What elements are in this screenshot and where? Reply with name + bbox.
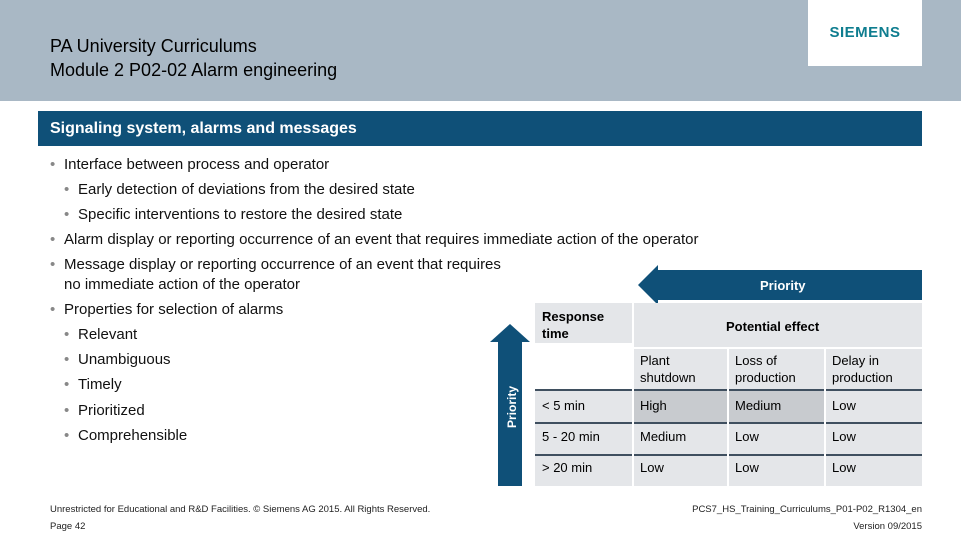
version-label: Version 09/2015 — [853, 521, 922, 532]
row-time-cell: 5 - 20 min — [542, 429, 600, 444]
potential-effect-header: Potential effect — [726, 319, 820, 334]
table-cell: Medium — [735, 398, 782, 413]
priority-arrow-label: Priority — [760, 278, 806, 293]
table-cell: Low — [640, 460, 664, 475]
sub-bullet-item: • Unambiguous — [64, 351, 171, 368]
section-bar — [38, 111, 922, 146]
table-cell: Low — [735, 429, 759, 444]
bullet-dot-icon: • — [50, 301, 56, 318]
table-cell: Low — [735, 460, 759, 475]
column-header-plant-shutdown: Plant shutdown — [640, 353, 696, 385]
bullet-dot-icon: • — [64, 402, 70, 419]
bullet-dot-icon: • — [64, 376, 70, 393]
header-band — [0, 0, 961, 101]
bullet-dot-icon: • — [50, 256, 56, 273]
table-cell: Medium — [640, 429, 687, 444]
vertical-priority-label: Priority — [505, 386, 519, 429]
table-cell: Low — [832, 429, 856, 444]
response-time-header: Response time — [542, 309, 605, 341]
bullet-dot-icon: • — [64, 326, 70, 343]
bullet-dot-icon: • — [50, 231, 56, 248]
bullet-dot-icon: • — [64, 427, 70, 444]
copyright-notice: Unrestricted for Educational and R&D Facilities. © Siemens AG 2015. All Rights Reserved. — [50, 504, 431, 515]
bullet-item: • Interface between process and operator — [50, 156, 330, 173]
column-separator — [632, 349, 634, 486]
sub-bullet-item: • Comprehensible — [64, 427, 188, 444]
logo-text: SIEMENS — [829, 24, 901, 41]
title-line-2: Module 2 P02-02 Alarm engineering — [50, 60, 338, 80]
row-time-cell: < 5 min — [542, 398, 585, 413]
bullet-dot-icon: • — [64, 206, 70, 223]
bullet-dot-icon: • — [64, 351, 70, 368]
page-number: Page 42 — [50, 521, 86, 532]
row-time-cell: > 20 min — [542, 460, 593, 475]
bullet-dot-icon: • — [64, 181, 70, 198]
document-id: PCS7_HS_Training_Curriculums_P01-P02_R1304_en — [692, 504, 922, 515]
column-header-delay-in-production: Delay in production — [832, 353, 893, 385]
bullet-dot-icon: • — [50, 156, 56, 173]
column-header-loss-of-production: Loss of production — [735, 353, 796, 385]
sub-bullet-item: • Early detection of deviations from the desired state — [64, 181, 415, 198]
sub-bullet-item: • Prioritized — [64, 402, 145, 419]
bullet-continuation: no immediate action of the operator — [64, 276, 300, 293]
column-separator — [824, 349, 826, 486]
table-cell: High — [640, 398, 667, 413]
siemens-logo — [808, 0, 922, 66]
table-cell: Low — [832, 460, 856, 475]
title-line-1: PA University Curriculums — [50, 36, 257, 56]
bullet-item: • Properties for selection of alarms — [50, 301, 284, 318]
bullet-item: • Alarm display or reporting occurrence of an event that requires immediate action of the operator — [50, 231, 699, 248]
section-title: Signaling system, alarms and messages — [50, 120, 357, 137]
table-cell: Low — [832, 398, 856, 413]
column-separator — [727, 349, 729, 486]
sub-bullet-item: • Specific interventions to restore the desired state — [64, 206, 403, 223]
sub-bullet-item: • Relevant — [64, 326, 138, 343]
bullet-item: • Message display or reporting occurrence of an event that requires — [50, 256, 501, 273]
sub-bullet-item: • Timely — [64, 376, 122, 393]
